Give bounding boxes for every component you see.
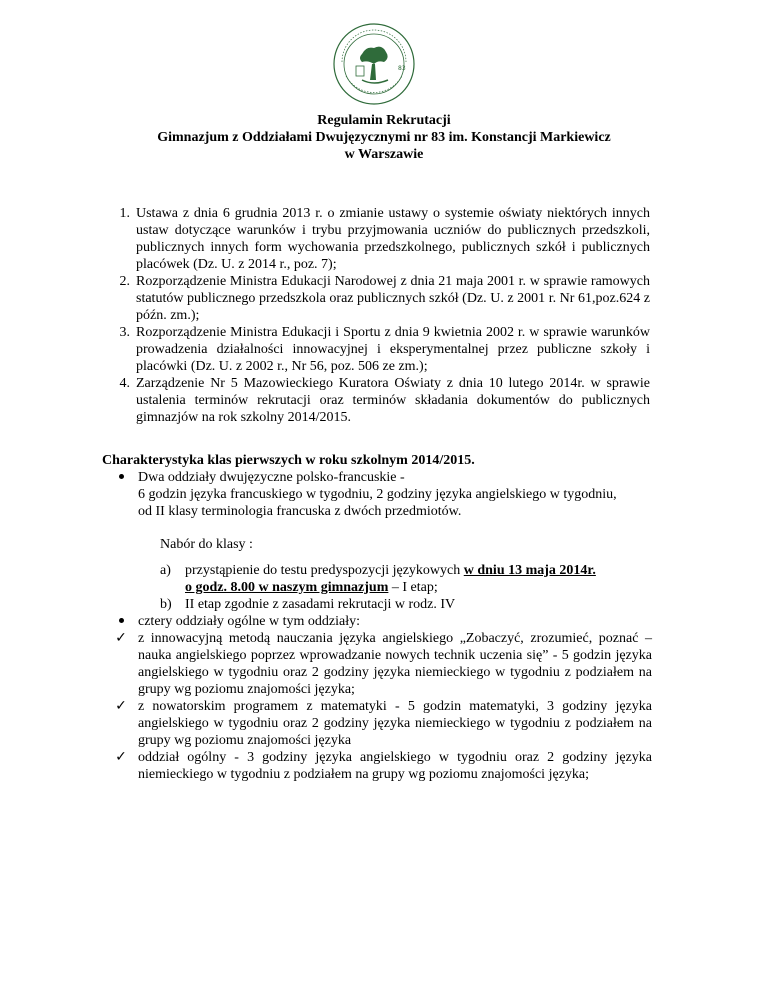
characteristics-title: Charakterystyka klas pierwszych w roku szkolnym 2014/2015. <box>102 453 475 468</box>
header-school-name: Gimnazjum z Oddziałami Dwujęzycznymi nr 83 im. Konstancji Markiewicz <box>157 130 611 145</box>
list-item <box>110 749 652 783</box>
step-a-text: przystąpienie do testu predyspozycji językowych <box>185 563 464 578</box>
law-text: Zarządzenie Nr 5 Mazowieckiego Kuratora Oświaty z dnia 10 lutego 2014r. w sprawie ustalenia terminów rekrutacji oraz terminów składania dokumentów do publicznych gimnazjów na rok szkolny 2014/2015. <box>136 376 650 425</box>
bilingual-line-3: od II klasy terminologia francuska z dwóch przedmiotów. <box>138 504 462 519</box>
bullet-dot-icon <box>114 613 128 630</box>
nabor-label: Nabór do klasy : <box>160 537 253 552</box>
document-header <box>0 112 768 163</box>
law-text: Rozporządzenie Ministra Edukacji Narodowej z dnia 21 maja 2001 r. w sprawie ramowych statutów publicznego przedszkola oraz publicznych szkół (Dz. U. z 2001 r. Nr 61,poz.624 z późn. zm.); <box>136 274 650 323</box>
law-number: 2. <box>119 274 130 289</box>
law-item <box>110 205 650 273</box>
bilingual-line-1: Dwa oddziały dwujęzyczne polsko-francuskie - <box>138 470 405 485</box>
header-city: w Warszawie <box>344 147 424 162</box>
law-number: 4. <box>119 376 130 391</box>
class-description: z nowatorskim programem z matematyki - 5 godzin matematyki, 3 godziny języka angielskiego w tygodniu oraz 2 godziny języka niemieckiego w tygodniu z podziałem na grupy wg poziomu znajomości języka <box>138 699 652 748</box>
checkmark-icon: ✓ <box>115 749 127 765</box>
law-text: Ustawa z dnia 6 grudnia 2013 r. o zmianie ustawy o systemie oświaty niektórych innych ustaw dotyczące warunków i trybu przyjmowania uczniów do publicznych przedszkoli, publicznych innych form wychowania przedszkolnego, publicznych szkół i publicznych placówek (Dz. U. z 2014 r., poz. 7); <box>136 206 650 272</box>
law-number: 3. <box>119 325 130 340</box>
step-a-date: w dniu 13 maja 2014r. <box>463 563 596 578</box>
list-item <box>110 613 652 630</box>
list-item <box>110 630 652 698</box>
step-marker: a) <box>160 563 171 578</box>
step-a-time-place: o godz. 8.00 w naszym gimnazjum <box>185 580 389 595</box>
law-text: Rozporządzenie Ministra Edukacji i Sportu z dnia 9 kwietnia 2002 r. w sprawie warunków prowadzenia działalności innowacyjnej i eksperymentalnej przez publiczne szkoły i placówki (Dz. U. z 2002 r., Nr 56, poz. 506 ze zm.); <box>136 325 650 374</box>
law-item <box>110 273 650 324</box>
legal-basis-list <box>110 205 650 426</box>
list-item <box>110 698 652 749</box>
bilingual-line-2: 6 godzin języka francuskiego w tygodniu, 2 godziny języka angielskiego w tygodniu, <box>138 487 617 502</box>
list-item <box>160 596 670 613</box>
step-a-tail: – I etap; <box>388 580 438 595</box>
class-description: oddział ogólny - 3 godziny języka angielskiego w tygodniu oraz 2 godziny języka niemieckiego w tygodniu z podziałem na grupy wg poziomu znajomości języka; <box>138 750 652 782</box>
bullet-dot-icon <box>114 469 128 486</box>
general-classes <box>110 613 652 783</box>
list-item <box>110 469 670 520</box>
school-emblem-icon <box>332 22 416 106</box>
law-number: 1. <box>119 206 130 221</box>
checkmark-icon: ✓ <box>115 630 127 646</box>
step-b-text: II etap zgodnie z zasadami rekrutacji w rodz. IV <box>185 597 456 612</box>
recruitment-steps <box>160 562 670 613</box>
law-item <box>110 375 650 426</box>
law-item <box>110 324 650 375</box>
general-classes-intro: cztery oddziały ogólne w tym oddziały: <box>138 614 360 629</box>
list-item <box>160 562 670 596</box>
header-title: Regulamin Rekrutacji <box>317 113 451 128</box>
step-marker: b) <box>160 597 172 612</box>
emblem-number: 83 <box>398 65 406 72</box>
class-description: z innowacyjną metodą nauczania języka angielskiego „Zobaczyć, zrozumieć, poznać – nauka angielskiego poprzez wprowadzanie nowych technik uczenia się” - 5 godzin języka angielskiego w tygodniu oraz 2 godziny języka niemieckiego w tygodniu z podziałem na grupy wg poziomu znajomości języka; <box>138 631 652 697</box>
checkmark-icon: ✓ <box>115 698 127 714</box>
bilingual-classes <box>110 469 670 520</box>
